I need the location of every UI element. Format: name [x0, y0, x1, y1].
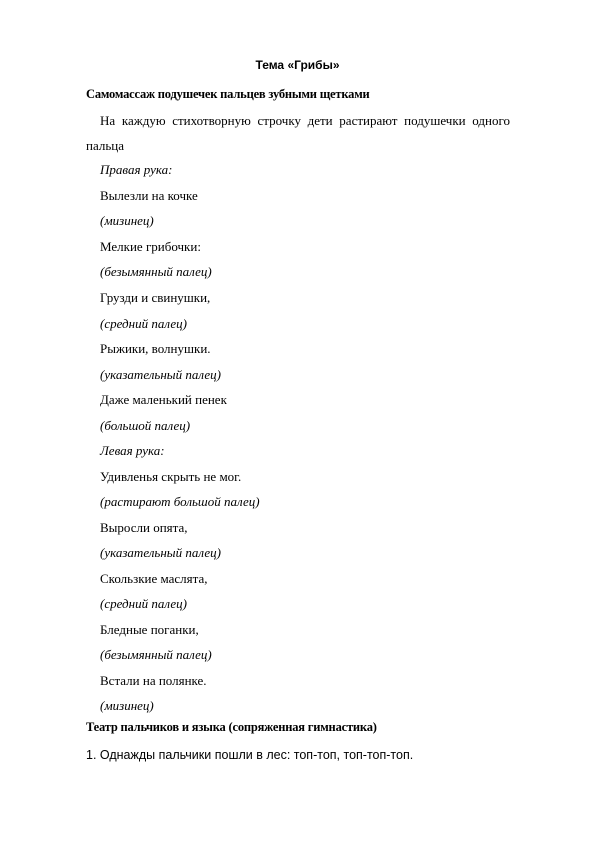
- intro-paragraph: [86, 108, 510, 158]
- poem-line: (мизинец): [100, 698, 154, 713]
- poem-line: Скользкие маслята,: [100, 571, 208, 586]
- poem-line: Рыжики, волнушки.: [100, 341, 211, 356]
- poem-line: Грузди и свинушки,: [100, 290, 211, 305]
- poem-line: (большой палец): [100, 418, 191, 433]
- numbered-line: 1. Однажды пальчики пошли в лес: топ-топ, топ-топ-топ.: [86, 748, 414, 762]
- poem-line: Левая рука:: [100, 443, 165, 458]
- poem-line: Удивленья скрыть не мог.: [100, 469, 242, 484]
- poem-line: Правая рука:: [100, 162, 173, 177]
- poem-line: Бледные поганки,: [100, 622, 199, 637]
- page-title: Тема «Грибы»: [255, 58, 340, 72]
- section-heading-self-massage: Самомассаж подушечек пальцев зубными щетками: [86, 87, 370, 101]
- poem-line: (безымянный палец): [100, 647, 212, 662]
- poem-line: (безымянный палец): [100, 264, 212, 279]
- poem-line: Мелкие грибочки:: [100, 239, 201, 254]
- poem-line: Даже маленький пенек: [100, 392, 227, 407]
- poem-line: Вылезли на кочке: [100, 188, 198, 203]
- poem-line: (указательный палец): [100, 545, 221, 560]
- intro-line-1: На каждую стихотворную строчку дети растирают подушечки одного: [100, 113, 510, 128]
- poem-line: Встали на полянке.: [100, 673, 207, 688]
- poem-line: (средний палец): [100, 596, 187, 611]
- poem-line: (растирают большой палец): [100, 494, 260, 509]
- poem-line: Выросли опята,: [100, 520, 188, 535]
- poem-line: (средний палец): [100, 316, 187, 331]
- intro-line-2: пальца: [86, 138, 124, 153]
- section-heading-finger-theatre: Театр пальчиков и языка (сопряженная гимнастика): [86, 720, 377, 734]
- poem-line: (мизинец): [100, 213, 154, 228]
- poem-line: (указательный палец): [100, 367, 221, 382]
